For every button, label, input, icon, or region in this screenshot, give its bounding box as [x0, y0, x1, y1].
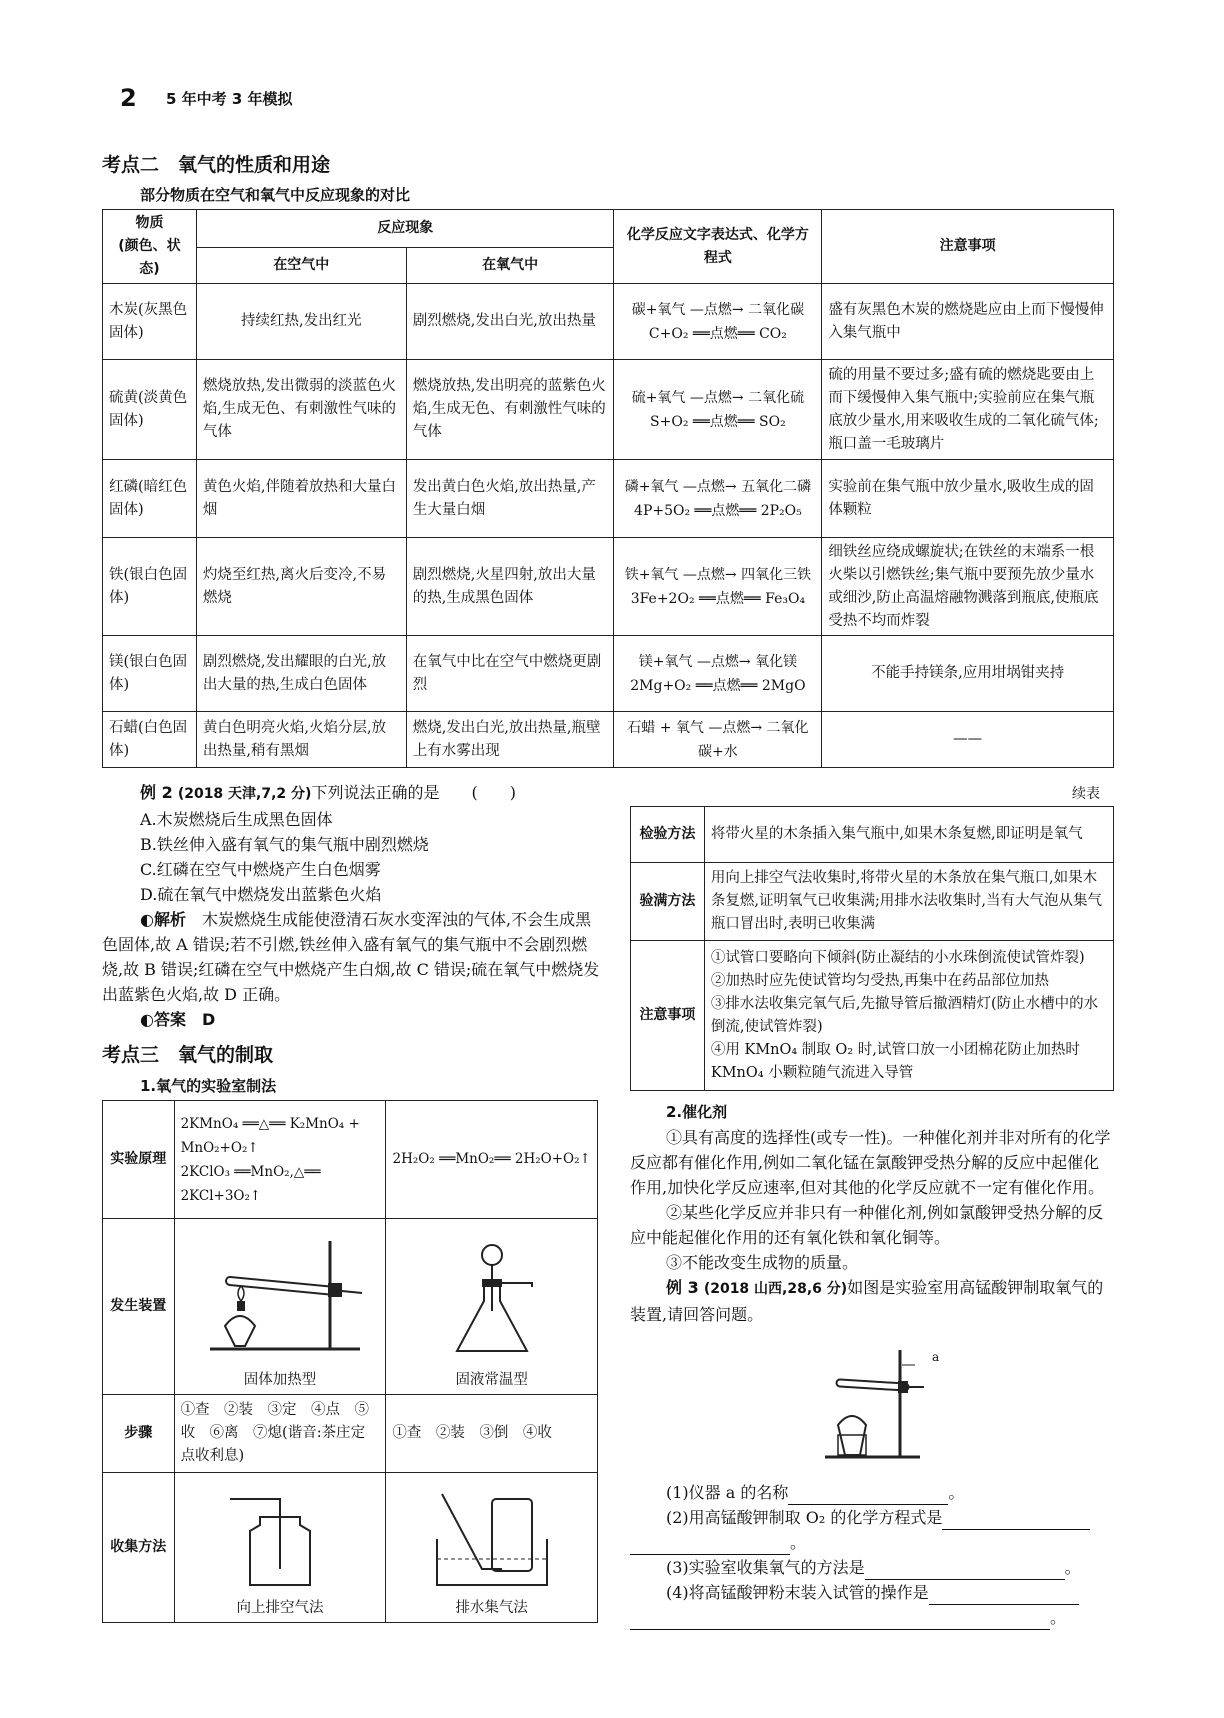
label-a: a — [932, 1350, 940, 1364]
section-3-title: 考点三 氧气的制取 — [102, 1044, 274, 1066]
cell-substance: 红磷(暗红色固体) — [103, 460, 197, 538]
table-row — [103, 636, 1114, 712]
question-2: (2)用高锰酸钾制取 O₂ 的化学方程式是 — [666, 1508, 943, 1527]
answer-blank-4[interactable] — [929, 1586, 1079, 1605]
answer-label: ◐答案 — [140, 1010, 186, 1029]
cell-air: 黄白色明亮火焰,火焰分层,放出热量,稍有黑烟 — [196, 712, 406, 768]
oxygen-prep-table — [102, 1100, 598, 1623]
cell-substance: 铁(银白色固体) — [103, 538, 197, 636]
option-c: C.红磷在空气中燃烧产生白色烟雾 — [140, 860, 381, 879]
answer-blank-1[interactable] — [788, 1486, 948, 1505]
principle-solid: 2KMnO₄ ══△══ K₂MnO₄ + MnO₂+O₂↑ 2KClO₃ ══MnO₂,△══ 2KCl+3O₂↑ — [174, 1101, 386, 1219]
cell-equation: 磷+氧气 —点燃→ 五氧化二磷 4P+5O₂ ══点燃══ 2P₂O₅ — [614, 460, 822, 538]
cell-air: 燃烧放热,发出微弱的淡蓝色火焰,生成无色、有刺激性气味的气体 — [196, 360, 406, 460]
cell-equation: 石蜡 + 氧气 —点燃→ 二氧化碳+水 — [614, 712, 822, 768]
col-in-oxygen: 在氧气中 — [406, 248, 614, 284]
flask-apparatus-icon — [412, 1241, 572, 1361]
option-b: B.铁丝伸入盛有氧气的集气瓶中剧烈燃烧 — [140, 835, 429, 854]
example-3-questions: (1)仪器 a 的名称 。 (2)用高锰酸钾制取 O₂ 的化学方程式是 。 (3)实验室收集氧气的方法是 。 (4)将高锰酸钾粉末装入试管的操作是 。 — [630, 1480, 1114, 1630]
cell-air: 黄色火焰,伴随着放热和大量白烟 — [196, 460, 406, 538]
book-title: 5 年中考 3 年模拟 — [166, 90, 293, 108]
example-2-head: 例 2 — [140, 783, 173, 802]
row-collect: 收集方法 — [103, 1473, 175, 1623]
cell-note: —— — [822, 712, 1114, 768]
collect-upward-air: 向上排空气法 — [174, 1473, 386, 1623]
col-equation: 化学反应文字表达式、化学方程式 — [614, 210, 822, 284]
cell-equation: 镁+氧气 —点燃→ 氧化镁 2Mg+O₂ ══点燃══ 2MgO — [614, 636, 822, 712]
analysis-label: ◐解析 — [140, 910, 186, 929]
page-number: 2 — [120, 84, 137, 112]
cell-equation: 硫+氧气 —点燃→ 二氧化硫 S+O₂ ══点燃══ SO₂ — [614, 360, 822, 460]
row-apparatus: 发生装置 — [103, 1219, 175, 1395]
cell-oxygen: 燃烧放热,发出明亮的蓝紫色火焰,生成无色、有刺激性气味的气体 — [406, 360, 614, 460]
answer-blank-4b[interactable] — [630, 1611, 1050, 1630]
cell-oxygen: 剧烈燃烧,发出白光,放出热量 — [406, 284, 614, 360]
table-row — [103, 712, 1114, 768]
cell-note: 盛有灰黑色木炭的燃烧匙应由上而下慢慢伸入集气瓶中 — [822, 284, 1114, 360]
kmno4-apparatus-icon — [820, 1345, 930, 1465]
catalyst-p1: ①具有高度的选择性(或专一性)。一种催化剂并非对所有的化学反应都有催化作用,例如二氧化锰在氯酸钾受热分解的反应中起催化作用,加快化学反应速率,但对其他的化学反应就不一定有催化作用。 — [630, 1128, 1111, 1197]
continued-label: 续表 — [1072, 786, 1100, 802]
option-d: D.硫在氧气中燃烧发出蓝紫色火焰 — [140, 885, 382, 904]
cell-note: 硫的用量不要过多;盛有硫的燃烧匙要由上而下缓慢伸入集气瓶中;实验前应在集气瓶底放少量水,用来吸收生成的二氧化硫气体;瓶口盖一毛玻璃片 — [822, 360, 1114, 460]
question-3: (3)实验室收集氧气的方法是 — [666, 1558, 865, 1577]
answer-blank-2b[interactable] — [630, 1536, 790, 1555]
cell-air: 灼烧至红热,离火后变冷,不易燃烧 — [196, 538, 406, 636]
apparatus-liquid-room: 固液常温型 — [386, 1219, 598, 1395]
steps-liquid: ①查 ②装 ③倒 ④收 — [386, 1395, 598, 1473]
catalyst-p3: ③不能改变生成物的质量。 — [666, 1253, 859, 1272]
oxygen-test-table — [630, 806, 1114, 1091]
row-test-method: 检验方法 — [631, 807, 705, 863]
example-3-source: (2018 山西,28,6 分) — [703, 1281, 848, 1297]
answer-value: D — [202, 1010, 216, 1029]
row-steps: 步骤 — [103, 1395, 175, 1473]
row-precautions: 注意事项 — [631, 941, 705, 1091]
question-4: (4)将高锰酸钾粉末装入试管的操作是 — [666, 1583, 929, 1602]
cell-note: 不能手持镁条,应用坩埚钳夹持 — [822, 636, 1114, 712]
cell-substance: 石蜡(白色固体) — [103, 712, 197, 768]
table-row — [103, 284, 1114, 360]
cell-oxygen: 在氧气中比在空气中燃烧更剧烈 — [406, 636, 614, 712]
cell-substance: 木炭(灰黑色固体) — [103, 284, 197, 360]
collect-water: 排水集气法 — [386, 1473, 598, 1623]
section-2-title: 考点二 氧气的性质和用途 — [102, 154, 331, 176]
principle-liquid: 2H₂O₂ ══MnO₂══ 2H₂O+O₂↑ — [386, 1101, 598, 1219]
table-row — [103, 360, 1114, 460]
example-2-question: 下列说法正确的是 ( ) — [311, 783, 516, 802]
table-row — [103, 460, 1114, 538]
reaction-table — [102, 209, 1114, 768]
gas-bottle-icon — [220, 1489, 340, 1589]
cell-note: 细铁丝应绕成螺旋状;在铁丝的末端系一根火柴以引燃铁丝;集气瓶中要预先放少量水或细沙,防止高温熔融物溅落到瓶底,使瓶底受热不均而炸裂 — [822, 538, 1114, 636]
cell-equation: 碳+氧气 —点燃→ 二氧化碳 C+O₂ ══点燃══ CO₂ — [614, 284, 822, 360]
test-method-text: 将带火星的木条插入集气瓶中,如果木条复燃,即证明是氧气 — [704, 807, 1113, 863]
section-3-subtitle: 1.氧气的实验室制法 — [140, 1077, 277, 1095]
full-check-text: 用向上排空气法收集时,将带火星的木条放在集气瓶口,如果木条复燃,证明氧气已收集满;用排水法收集时,当有大气泡从集气瓶口冒出时,表明已收集满 — [704, 863, 1113, 941]
col-substance: 物质 (颜色、状态) — [103, 210, 197, 284]
cell-oxygen: 发出黄白色火焰,放出热量,产生大量白烟 — [406, 460, 614, 538]
col-notes: 注意事项 — [822, 210, 1114, 284]
cell-oxygen: 剧烈燃烧,火星四射,放出大量的热,生成黑色固体 — [406, 538, 614, 636]
answer-blank-3[interactable] — [865, 1561, 1065, 1580]
question-1: (1)仪器 a 的名称 — [666, 1483, 789, 1502]
analysis-text: 木炭燃烧生成能使澄清石灰水变浑浊的气体,不会生成黑色固体,故 A 错误;若不引燃,铁丝伸入盛有氧气的集气瓶中不会剧烈燃烧,故 B 错误;红磷在空气中燃烧产生白烟,故 C 错误;硫在氧气中燃烧发出蓝紫色火焰,故 D 正确。 — [102, 910, 600, 1004]
answer-blank-2[interactable] — [942, 1511, 1090, 1530]
cell-oxygen: 燃烧,发出白光,放出热量,瓶壁上有水雾出现 — [406, 712, 614, 768]
col-phenomenon: 反应现象 — [196, 210, 614, 248]
table-row — [103, 538, 1114, 636]
cell-note: 实验前在集气瓶中放少量水,吸收生成的固体颗粒 — [822, 460, 1114, 538]
example-2 — [102, 780, 602, 1032]
option-a: A.木炭燃烧后生成黑色固体 — [140, 810, 333, 829]
water-trough-icon — [422, 1489, 562, 1589]
example-3-head: 例 3 — [666, 1278, 699, 1297]
example-2-source: (2018 天津,7,2 分) — [177, 786, 312, 802]
cell-substance: 镁(银白色固体) — [103, 636, 197, 712]
solid-heating-apparatus-icon — [190, 1231, 370, 1361]
steps-solid: ①查 ②装 ③定 ④点 ⑤收 ⑥离 ⑦熄(谐音:茶庄定点收利息) — [174, 1395, 386, 1473]
cell-air: 剧烈燃烧,发出耀眼的白光,放出大量的热,生成白色固体 — [196, 636, 406, 712]
catalyst-title: 2.催化剂 — [666, 1103, 728, 1121]
catalyst-p2: ②某些化学反应并非只有一种催化剂,例如氯酸钾受热分解的反应中能起催化作用的还有氧化铁和氧化铜等。 — [630, 1203, 1104, 1247]
catalyst-section — [630, 1100, 1114, 1327]
section-2-subtitle: 部分物质在空气和氧气中反应现象的对比 — [140, 186, 411, 204]
cell-equation: 铁+氧气 —点燃→ 四氧化三铁 3Fe+2O₂ ══点燃══ Fe₃O₄ — [614, 538, 822, 636]
cell-substance: 硫黄(淡黄色固体) — [103, 360, 197, 460]
apparatus-solid-heat: 固体加热型 — [174, 1219, 386, 1395]
col-in-air: 在空气中 — [196, 248, 406, 284]
example-3-question: 如图是实验室用高锰酸钾制取氧气的装置,请回答问题。 — [630, 1278, 1104, 1324]
row-full-check: 验满方法 — [631, 863, 705, 941]
precautions-text: ①试管口要略向下倾斜(防止凝结的小水珠倒流使试管炸裂) ②加热时应先使试管均匀受热,再集中在药品部位加热 ③排水法收集完氧气后,先撤导管后撤酒精灯(防止水槽中的水倒流,使试管炸裂) ④用 KMnO₄ 制取 O₂ 时,试管口放一小团棉花防止加热时 KMnO₄ 小颗粒随气流进入导管 — [704, 941, 1113, 1091]
row-principle: 实验原理 — [103, 1101, 175, 1219]
cell-air: 持续红热,发出红光 — [196, 284, 406, 360]
